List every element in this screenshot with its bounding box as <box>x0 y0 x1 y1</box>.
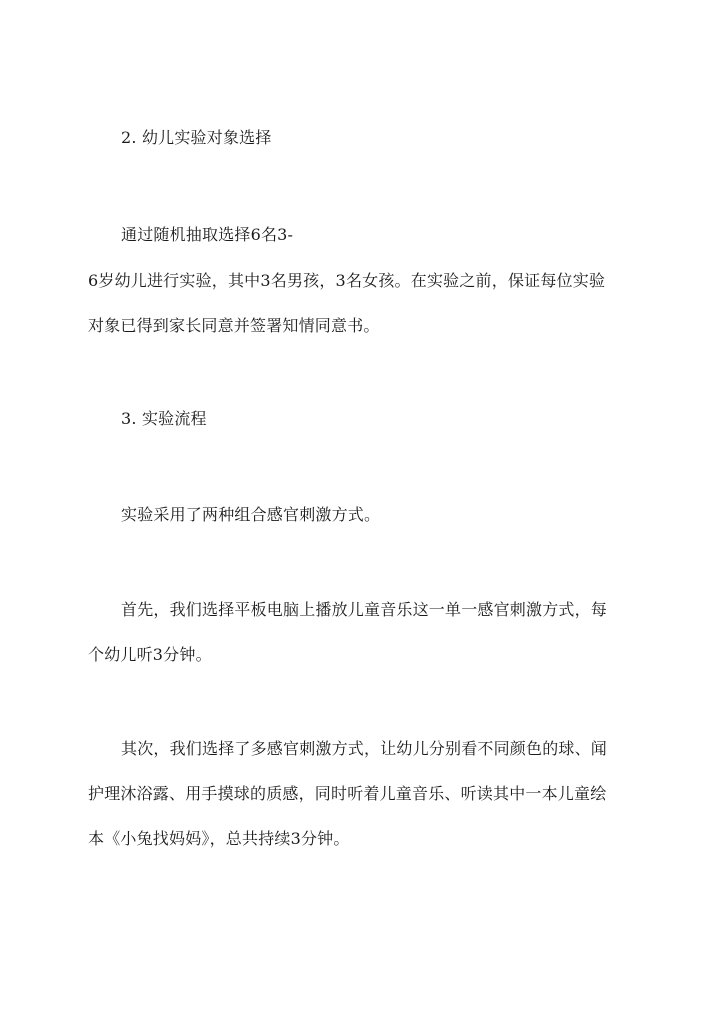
paragraph-line: 个幼儿听3分钟。 <box>88 645 212 664</box>
paragraph-line: 护理沐浴露、用手摸球的质感，同时听着儿童音乐、听读其中一本儿童绘 <box>88 784 607 803</box>
paragraph-line: 对象已得到家长同意并签署知情同意书。 <box>88 316 380 335</box>
paragraph-line: 实验采用了两种组合感官刺激方式。 <box>121 505 381 524</box>
section-heading-participant-selection: 2. 幼儿实验对象选择 <box>121 128 272 147</box>
paragraph-line: 首先，我们选择平板电脑上播放儿童音乐这一单一感官刺激方式，每 <box>121 600 608 619</box>
paragraph-line: 通过随机抽取选择6名3- <box>121 225 294 244</box>
section-heading-experiment-procedure: 3. 实验流程 <box>121 409 207 428</box>
paragraph-line: 其次，我们选择了多感官刺激方式，让幼儿分别看不同颜色的球、闻 <box>121 739 608 758</box>
paragraph-line: 6岁幼儿进行实验，其中3名男孩，3名女孩。在实验之前，保证每位实验 <box>88 271 606 290</box>
paragraph-line: 本《小兔找妈妈》，总共持续3分钟。 <box>88 829 350 848</box>
